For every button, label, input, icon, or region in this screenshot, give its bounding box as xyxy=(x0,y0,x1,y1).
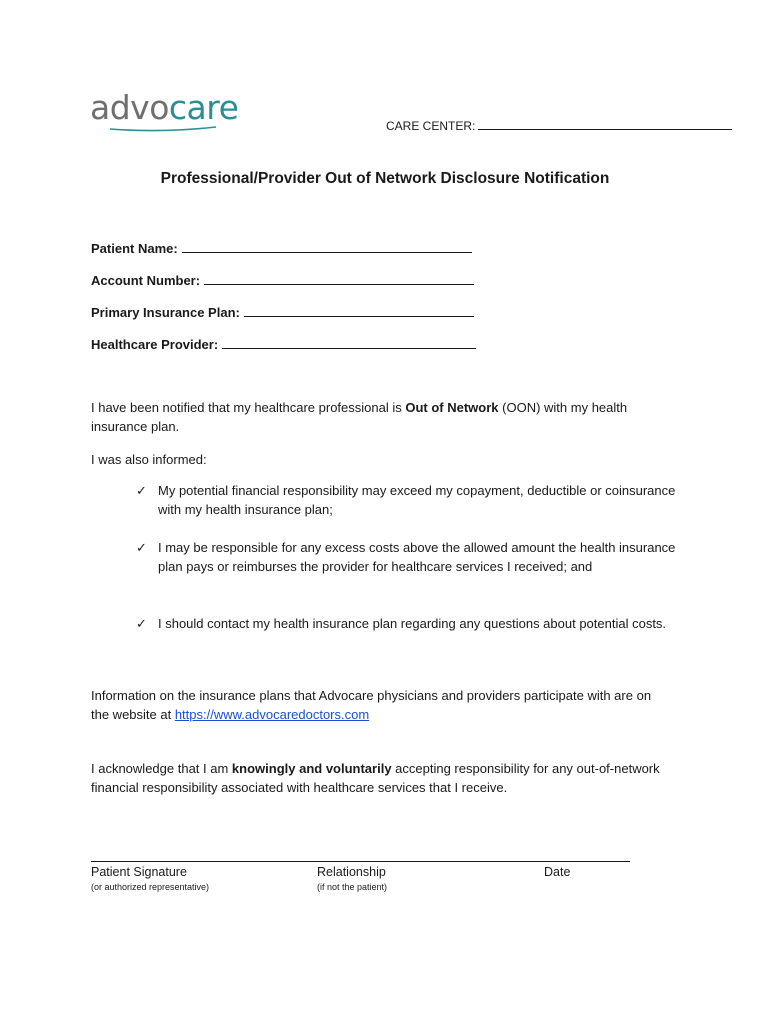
document-title: Professional/Provider Out of Network Disclosure Notification xyxy=(160,170,610,187)
care-center-blank[interactable] xyxy=(478,119,732,130)
primary-insurance-label: Primary Insurance Plan: xyxy=(91,305,240,320)
patient-name-label: Patient Name: xyxy=(91,241,178,256)
patient-signature-sublabel: (or authorized representative) xyxy=(91,882,210,892)
care-center-label: CARE CENTER: xyxy=(386,119,476,133)
acknowledgement-paragraph: I acknowledge that I am knowingly and voluntarily accepting responsibility for any out-of-network financial responsibility associated with healthcare services that I receive. xyxy=(91,761,660,795)
healthcare-provider-field xyxy=(91,336,476,352)
patient-name-blank[interactable] xyxy=(182,240,472,253)
account-number-blank[interactable] xyxy=(204,272,474,285)
healthcare-provider-label: Healthcare Provider: xyxy=(91,337,219,352)
patient-name-field xyxy=(91,240,472,256)
patient-signature-label: Patient Signature xyxy=(91,865,187,879)
logo-swoosh-icon xyxy=(108,124,218,134)
account-number-label: Account Number: xyxy=(91,273,201,288)
account-number-field xyxy=(91,272,474,288)
healthcare-provider-blank[interactable] xyxy=(222,336,476,349)
checklist-item: ✓ I should contact my health insurance plan regarding any questions about potential costs. xyxy=(136,616,667,631)
checklist-item: ✓ My potential financial responsibility may exceed my copayment, deductible or coinsurance with my health insurance plan; xyxy=(136,483,676,517)
advocare-logo xyxy=(90,86,250,136)
relationship-label: Relationship xyxy=(317,865,386,879)
oon-bold-text: Out of Network xyxy=(405,400,499,415)
insurance-info-paragraph: Information on the insurance plans that Advocare physicians and providers participate with are on the website at https://www.advocaredoctors.com xyxy=(91,688,652,722)
primary-insurance-blank[interactable] xyxy=(244,304,474,317)
primary-insurance-field xyxy=(91,304,474,320)
care-center-field xyxy=(386,119,732,133)
knowingly-bold-text: knowingly and voluntarily xyxy=(231,761,392,776)
relationship-sublabel: (if not the patient) xyxy=(317,882,388,892)
logo-wordmark: advocare xyxy=(90,88,239,127)
checklist-item: ✓ I may be responsible for any excess costs above the allowed amount the health insurance plan pays or reimburses the provider for healthcare services I received; and xyxy=(136,540,676,574)
checkmark-icon: ✓ xyxy=(136,616,147,631)
date-label: Date xyxy=(544,865,571,879)
signature-line[interactable] xyxy=(91,861,630,862)
checkmark-icon: ✓ xyxy=(136,540,147,555)
checkmark-icon: ✓ xyxy=(136,483,147,498)
informed-intro: I was also informed: xyxy=(91,452,207,467)
oon-notice-paragraph: I have been notified that my healthcare professional is Out of Network (OON) with my health insurance plan. xyxy=(91,400,628,434)
website-link[interactable]: https://www.advocaredoctors.com xyxy=(174,707,370,722)
